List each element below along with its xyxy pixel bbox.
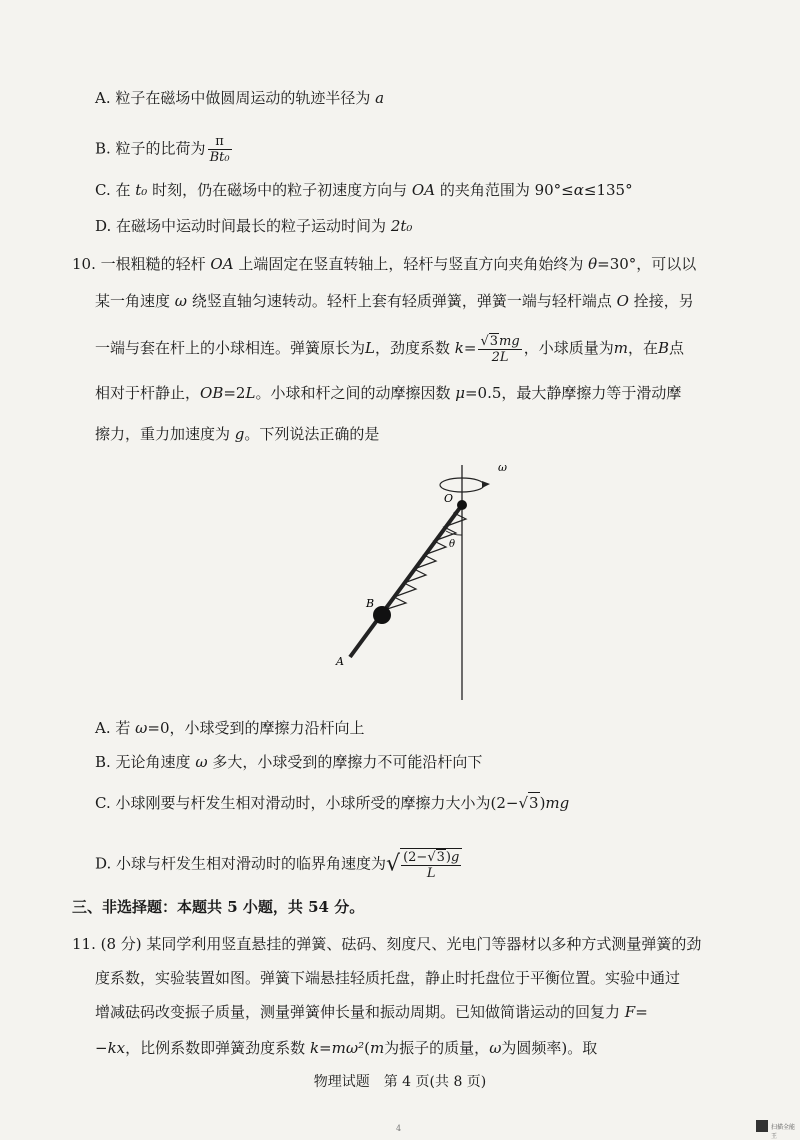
q10-stem-line5: 擦力，重力加速度为 g。下列说法正确的是 <box>95 425 380 443</box>
q10-stem-line1: 10. 一根粗糙的轻杆 OA 上端固定在竖直转轴上，轻杆与竖直方向夹角始终为 θ=30°，可以以 <box>72 255 697 273</box>
omega-label: ω <box>498 461 507 474</box>
scanner-stamp: 扫描全能王 <box>771 1124 796 1140</box>
q11-line3: 增减砝码改变振子质量，测量弹簧伸长量和振动周期。已知做简谐运动的回复力 F= <box>95 1003 648 1021</box>
q10-stem-line2: 某一角速度 ω 绕竖直轴匀速转动。轻杆上套有轻质弹簧，弹簧一端与轻杆端点 O 拴接，另 <box>95 292 694 310</box>
O-label: O <box>444 492 454 505</box>
q10-stem-line4: 相对于杆静止，OB=2L。小球和杆之间的动摩擦因数 μ=0.5，最大静摩擦力等于滑动摩 <box>95 384 682 402</box>
pivot-O <box>457 500 467 510</box>
q9-option-d: D. 在磁场中运动时间最长的粒子运动时间为 2t₀ <box>95 217 413 235</box>
page-number: 4 <box>396 1124 402 1133</box>
q9-option-b: B. 粒子的比荷为 $\frac{\pi}{\text{Bt₀}}$ <box>95 134 230 165</box>
q9-option-c: C. 在 t₀ 时刻，仍在磁场中的粒子初速度方向与 OA 的夹角范围为 90°≤α≤135° <box>95 181 633 199</box>
q11-line1: 11. (8 分) 某同学利用竖直悬挂的弹簧、砝码、刻度尺、光电门等器材以多种方式测量弹簧的劲 <box>72 935 702 953</box>
A-label: A <box>336 655 344 668</box>
q11-line2: 度系数，实验装置如图。弹簧下端悬挂轻质托盘，静止时托盘位于平衡位置。实验中通过 <box>95 969 681 987</box>
q9-option-a: A. 粒子在磁场中做圆周运动的轨迹半径为 a <box>95 89 385 107</box>
page-footer: 物理试题 第 4 页(共 8 页) <box>313 1074 487 1090</box>
B-label: B <box>366 597 375 610</box>
q10-option-d: D. 小球与杆发生相对滑动时的临界角速度为√ $\frac{(2-√3)g}{L}$ <box>95 848 464 881</box>
qr-code-icon <box>756 1120 768 1132</box>
theta-label: θ <box>449 539 456 550</box>
q10-option-a: A. 若 ω=0，小球受到的摩擦力沿杆向上 <box>95 719 365 737</box>
q10-stem-line3: 一端与套在杆上的小球相连。弹簧原长为L，劲度系数 k= $\frac{√3mg}{2L}$ ，小球质量为m，在B点 <box>95 334 684 365</box>
q11-line4: −kx，比例系数即弹簧劲度系数 k=mω²(m为振子的质量，ω为圆频率)。取 <box>95 1039 598 1057</box>
q10-option-c: C. 小球刚要与杆发生相对滑动时，小球所受的摩擦力大小为(2−√3)mg <box>95 794 570 812</box>
ball-B <box>373 606 391 624</box>
section-3-heading: 三、非选择题：本题共 5 小题，共 54 分。 <box>72 898 365 916</box>
q10-option-b: B. 无论角速度 ω 多大，小球受到的摩擦力不可能沿杆向下 <box>95 753 483 771</box>
q10-figure <box>320 455 540 705</box>
